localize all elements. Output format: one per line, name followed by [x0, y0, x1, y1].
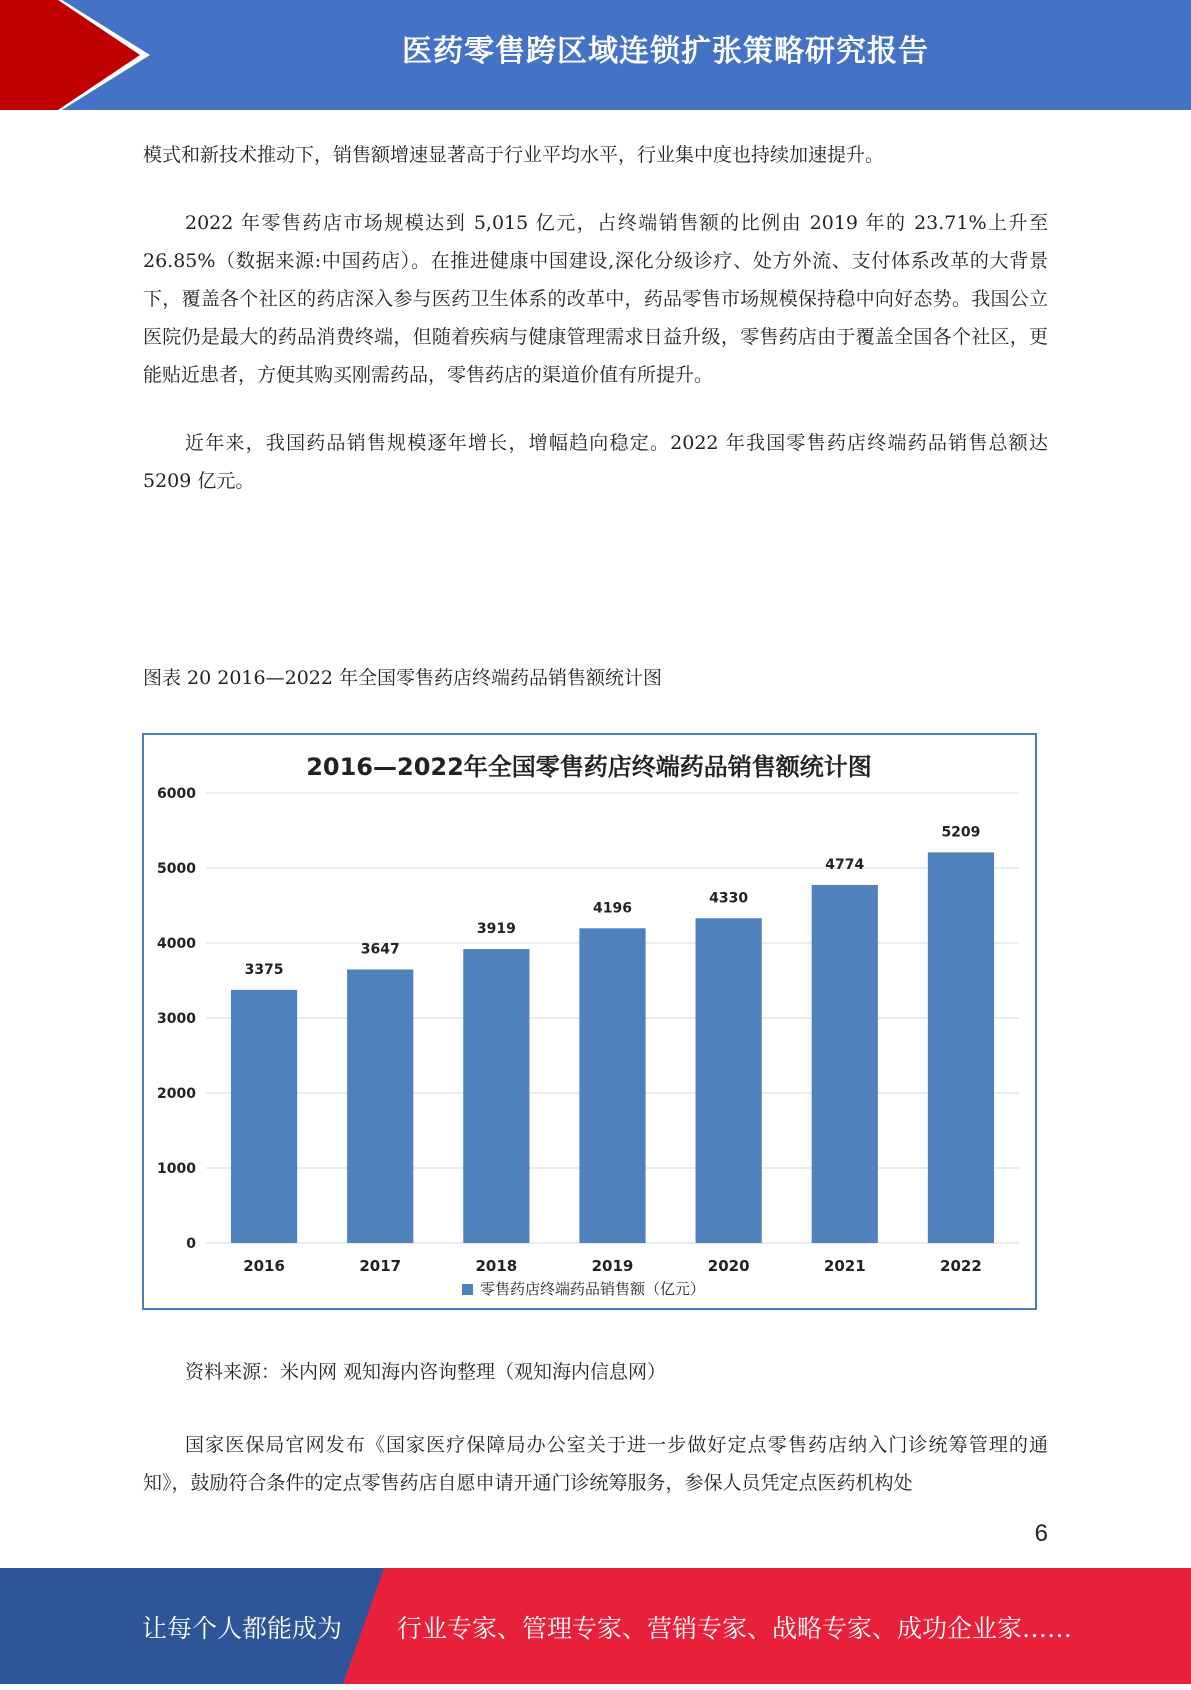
x-tick-label: 2019 — [591, 1257, 634, 1275]
x-tick-label: 2017 — [359, 1257, 402, 1275]
legend-label: 零售药店终端药品销售额（亿元） — [480, 1280, 706, 1298]
x-tick-label: 2020 — [707, 1257, 750, 1275]
data-label: 3647 — [360, 941, 400, 958]
sales-chart — [142, 733, 1037, 1310]
bar-2019 — [579, 928, 645, 1243]
data-label: 3375 — [244, 961, 284, 978]
chart-legend — [462, 1280, 705, 1298]
y-tick-label: 3000 — [157, 1011, 196, 1027]
data-source-note: 资料来源：米内网 观知海内咨询整理（观知海内信息网） — [185, 1361, 667, 1383]
paragraph-policy: 国家医保局官网发布《国家医疗保障局办公室关于进一步做好定点零售药店纳入门诊统筹管理的通知》，鼓励符合条件的定点零售药店自愿申请开通门诊统筹服务，参保人员凭定点医药机构处 — [143, 1434, 1048, 1494]
x-tick-label: 2022 — [940, 1257, 982, 1275]
y-tick-label: 1000 — [157, 1161, 196, 1177]
bar-2017 — [347, 969, 413, 1243]
data-label: 5209 — [941, 824, 981, 841]
sales-chart-svg — [144, 735, 1035, 1308]
header-arrow-decoration — [0, 0, 150, 110]
data-label: 4774 — [825, 856, 865, 873]
data-label: 4330 — [709, 890, 749, 907]
x-tick-label: 2016 — [243, 1257, 285, 1275]
bar-2016 — [231, 990, 297, 1243]
y-tick-label: 4000 — [157, 936, 196, 952]
bar-2022 — [928, 852, 994, 1243]
paragraph-market-size: 2022 年零售药店市场规模达到 5,015 亿元，占终端销售额的比例由 2019 年的 23.71%上升至 26.85%（数据来源:中国药店）。在推进健康中国建设,深化分级诊疗、处方外流、支付体系改革的大背景下，覆盖各个社区的药店深入参与医药卫生体系的改革中，药品零售市场规模保持稳中向好态势。我国公立医院仍是最大的药品消费终端，但随着疾病与健康管理需求日益升级，零售药店由于覆盖全国各个社区，更能贴近患者，方便其购买刚需药品，零售药店的渠道价值有所提升。 — [143, 212, 1048, 386]
footer-slogan-right: 行业专家、管理专家、营销专家、战略专家、成功企业家…… — [397, 1614, 1073, 1643]
figure-caption: 图表 20 2016—2022 年全国零售药店终端药品销售额统计图 — [143, 667, 663, 689]
y-tick-label: 2000 — [157, 1086, 196, 1102]
report-title: 医药零售跨区域连锁扩张策略研究报告 — [402, 34, 929, 69]
page-header — [0, 0, 1191, 110]
paragraph-continuation: 模式和新技术推动下，销售额增速显著高于行业平均水平，行业集中度也持续加速提升。 — [143, 144, 885, 166]
data-label: 4196 — [593, 900, 632, 917]
paragraph-sales-growth: 近年来，我国药品销售规模逐年增长，增幅趋向稳定。2022 年我国零售药店终端药品销售总额达 5209 亿元。 — [143, 432, 1048, 492]
footer-slogan-left: 让每个人都能成为 — [142, 1614, 343, 1643]
page-footer — [0, 1568, 1191, 1684]
y-tick-label: 6000 — [157, 786, 196, 802]
bar-2020 — [696, 918, 762, 1243]
legend-swatch — [462, 1284, 473, 1295]
x-tick-label: 2018 — [475, 1257, 518, 1275]
y-tick-label: 0 — [186, 1236, 196, 1252]
y-tick-label: 5000 — [157, 861, 196, 877]
x-tick-label: 2021 — [823, 1257, 866, 1275]
data-label: 3919 — [476, 921, 516, 938]
bar-2018 — [463, 949, 529, 1243]
page-number: 6 — [1034, 1520, 1048, 1547]
chart-title: 2016—2022年全国零售药店终端药品销售额统计图 — [306, 753, 872, 781]
bar-2021 — [812, 885, 878, 1243]
